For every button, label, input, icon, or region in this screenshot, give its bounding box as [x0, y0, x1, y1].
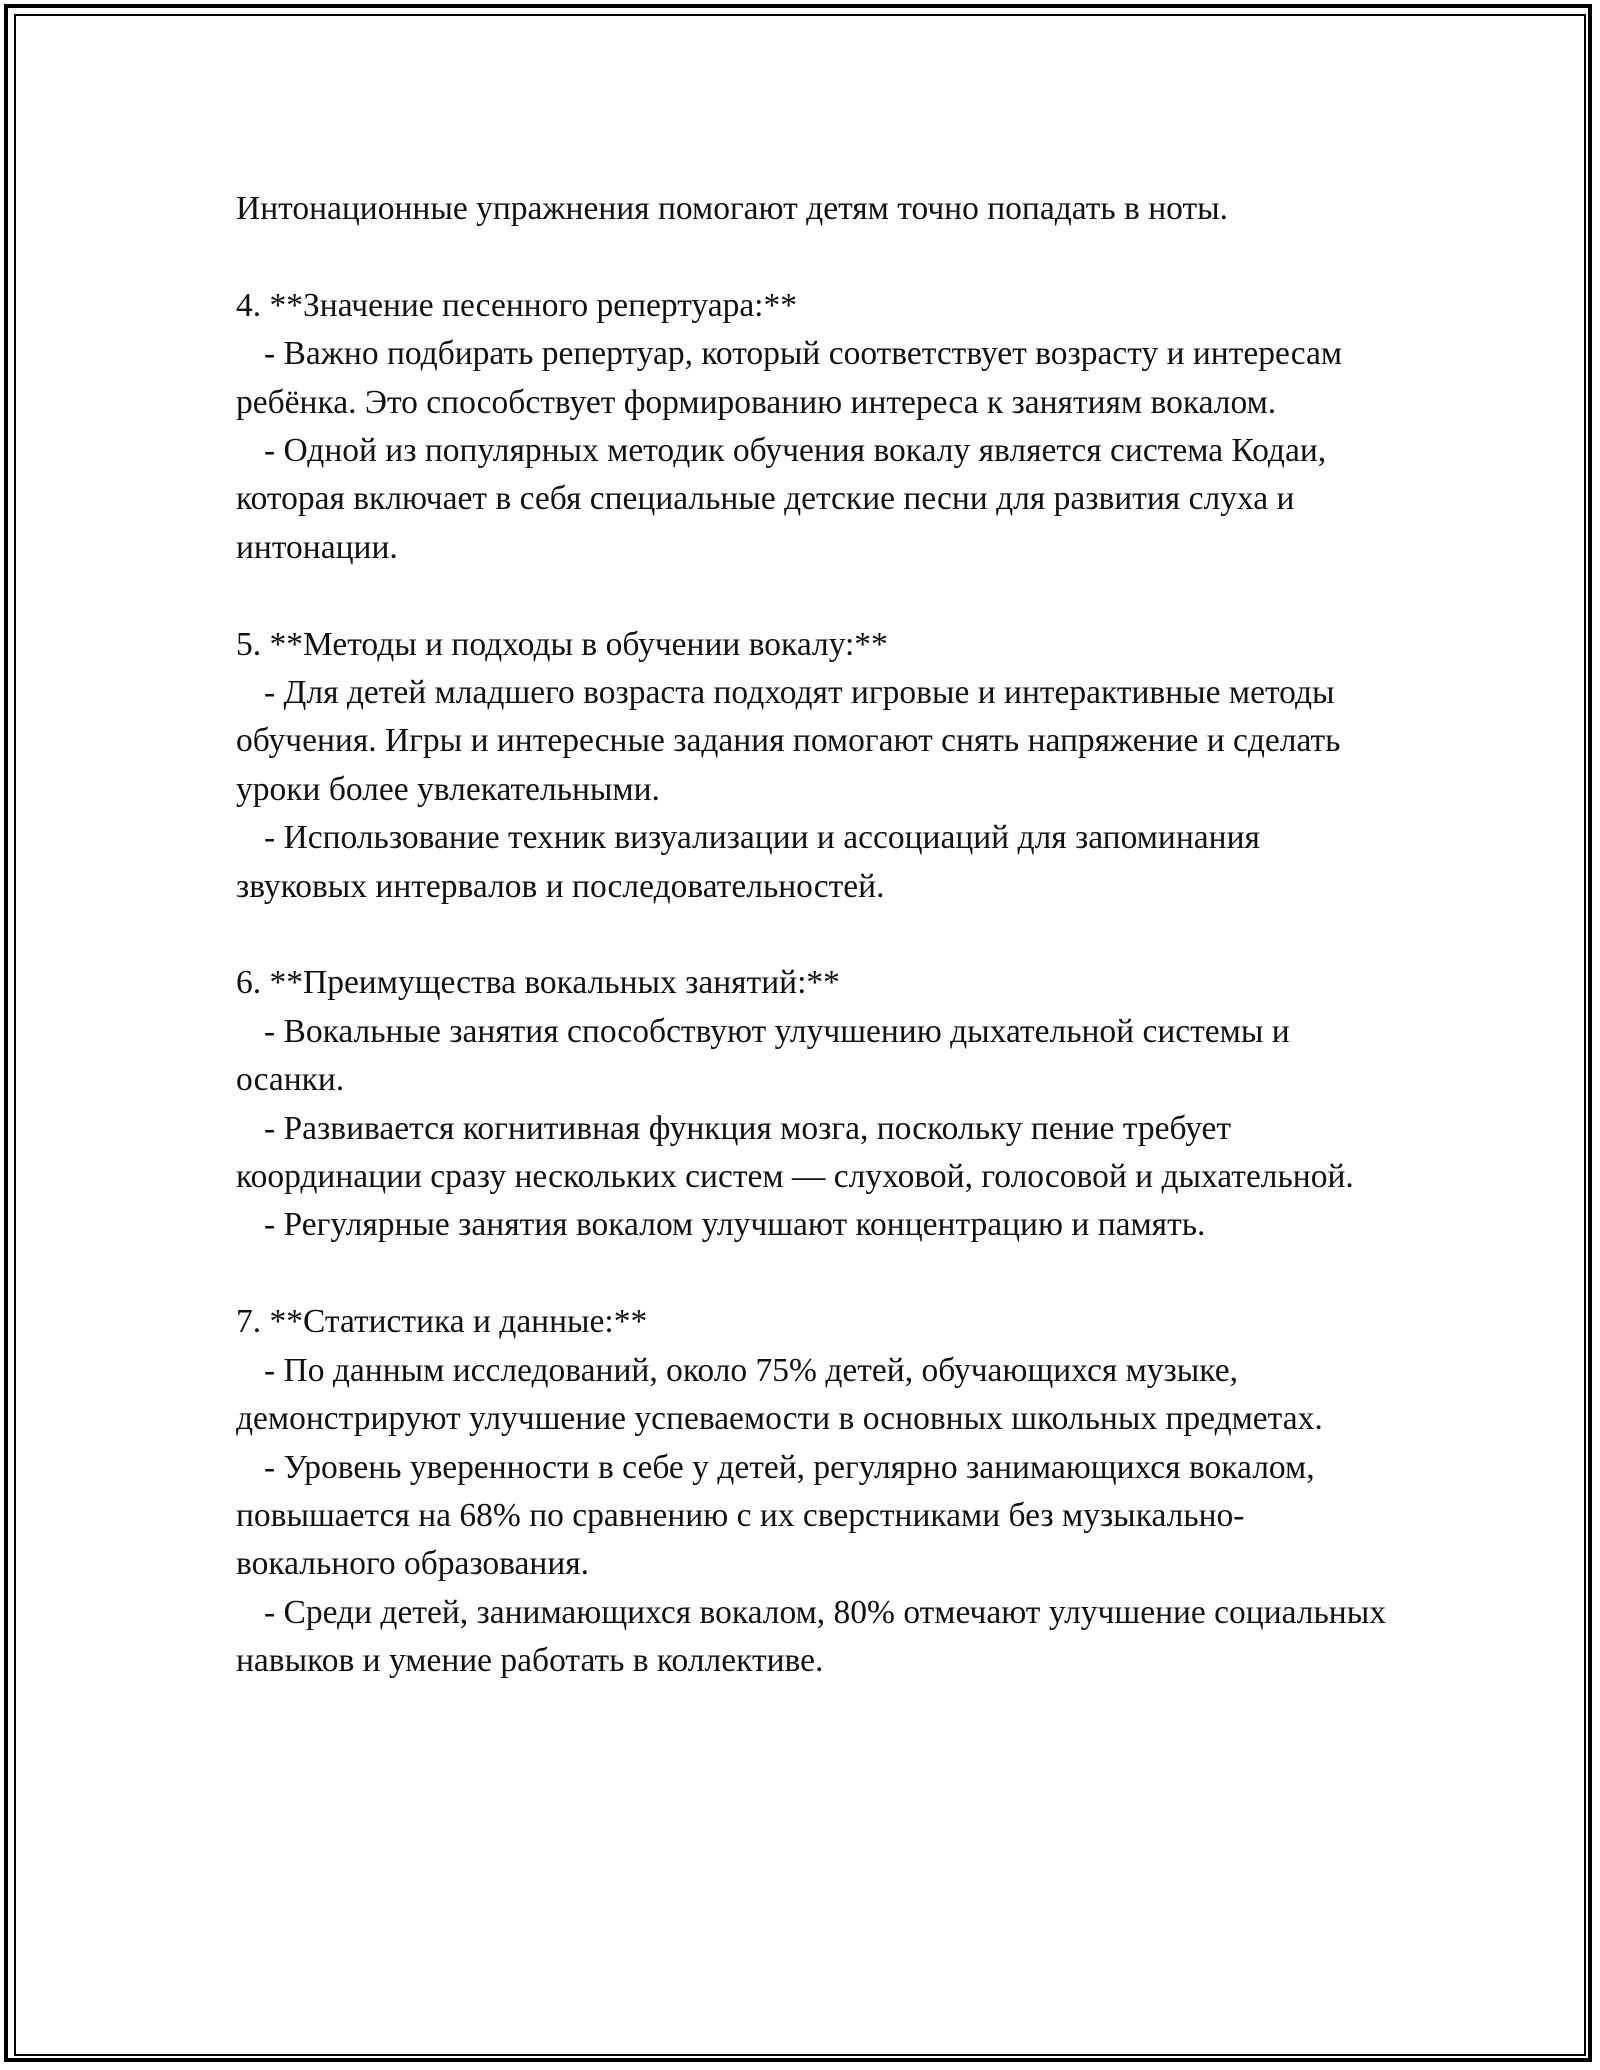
- paragraph-gap: [236, 233, 1396, 281]
- list-item: - Вокальные занятия способствуют улучшению дыхательной системы и осанки.: [236, 1012, 1290, 1099]
- section-heading: 5. **Методы и подходы в обучении вокалу:**: [236, 625, 888, 663]
- section-heading: 6. **Преимущества вокальных занятий:**: [236, 964, 840, 1002]
- list-item: - По данным исследований, около 75% детей, обучающихся музыке, демонстрируют улучшение успеваемости в основных школьных предметах.: [236, 1351, 1323, 1438]
- list-item: - Важно подбирать репертуар, который соответствует возрасту и интересам ребёнка. Это способствует формированию интереса к занятиям вокалом.: [236, 335, 1343, 421]
- section-7: [236, 1298, 1396, 1685]
- section-heading: 7. **Статистика и данные:**: [236, 1303, 648, 1341]
- list-item: - Использование техник визуализации и ассоциаций для запоминания звуковых интервалов и последовательностей.: [236, 819, 1260, 905]
- list-item: - Развивается когнитивная функция мозга, поскольку пение требует координации сразу нескольких систем — слуховой, голосовой и дыхательной.: [236, 1109, 1354, 1196]
- section-heading: 4. **Значение песенного репертуара:**: [236, 286, 797, 324]
- paragraph-gap: [236, 1250, 1396, 1298]
- list-item: - Регулярные занятия вокалом улучшают концентрацию и память.: [264, 1206, 1206, 1244]
- list-item: - Уровень уверенности в себе у детей, регулярно занимающихся вокалом, повышается на 68% по сравнению с их сверстниками без музыкально-вокального образования.: [236, 1448, 1315, 1583]
- section-5: [236, 621, 1396, 911]
- list-item: - Одной из популярных методик обучения вокалу является система Кодаи, которая включает в себя специальные детские песни для развития слуха и интонации.: [236, 432, 1327, 566]
- section-4: [236, 282, 1396, 572]
- list-item: - Среди детей, занимающихся вокалом, 80% отмечают улучшение социальных навыков и умение работать в коллективе.: [236, 1593, 1386, 1680]
- intro-paragraph: Интонационные упражнения помогают детям точно попадать в ноты.: [236, 190, 1228, 227]
- paragraph-gap: [236, 911, 1396, 959]
- section-6: [236, 959, 1396, 1249]
- paragraph-gap: [236, 572, 1396, 620]
- list-item: - Для детей младшего возраста подходят игровые и интерактивные методы обучения. Игры и интересные задания помогают снять напряжение и сделать уроки более увлекательными.: [236, 674, 1341, 808]
- document-body: [236, 185, 1396, 1686]
